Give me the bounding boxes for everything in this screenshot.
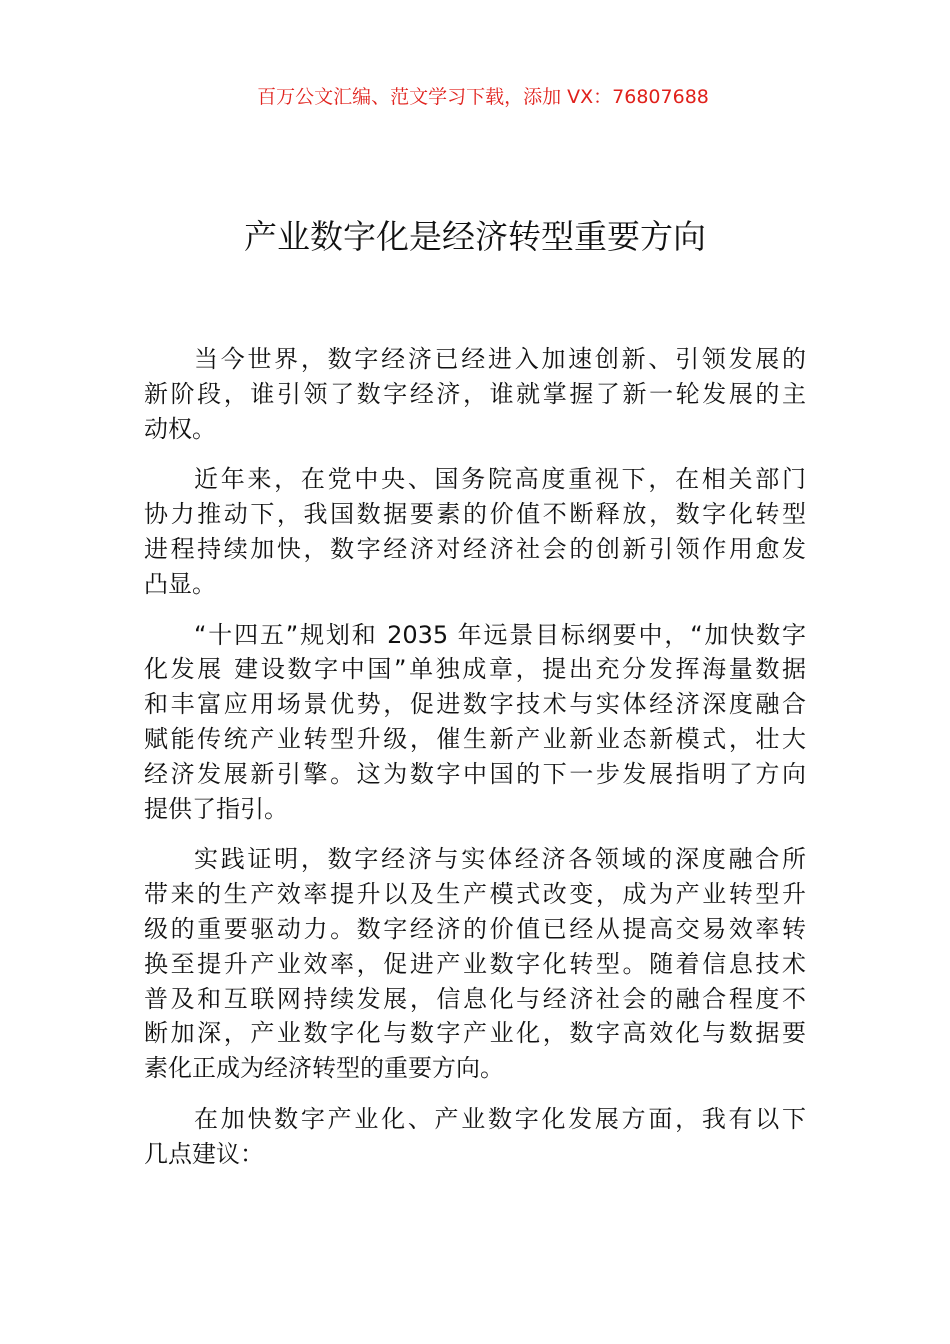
paragraph-line: 近年来，在党中央、国务院高度重视下，在相关部门 [194, 465, 806, 494]
paragraph-line: 赋能传统产业转型升级，催生新产业新业态新模式，壮大 [144, 724, 806, 753]
paragraph [144, 1102, 806, 1172]
watermark-banner: 百万公文汇编、范文学习下载，添加 VX：76807688 [257, 86, 709, 108]
paragraph-line: 普及和互联网持续发展，信息化与经济社会的融合程度不 [144, 984, 806, 1013]
paragraph-line: 化发展 建设数字中国”单独成章，提出充分发挥海量数据 [144, 655, 806, 684]
paragraph-line: 实践证明，数字经济与实体经济各领域的深度融合所 [194, 845, 806, 874]
paragraph-line: 素化正成为经济转型的重要方向。 [144, 1054, 504, 1083]
paragraph [144, 462, 806, 601]
paragraph-line: 和丰富应用场景优势，促进数字技术与实体经济深度融合 [144, 690, 806, 719]
paragraph-line: 协力推动下，我国数据要素的价值不断释放，数字化转型 [144, 500, 806, 529]
paragraph-line: “十四五”规划和 2035 年远景目标纲要中，“加快数字 [194, 620, 806, 649]
paragraph [144, 618, 806, 827]
paragraph-line: 几点建议： [144, 1139, 264, 1168]
paragraph-line: 带来的生产效率提升以及生产模式改变，成为产业转型升 [144, 880, 806, 909]
paragraph-line: 提供了指引。 [144, 794, 288, 823]
paragraph-line: 级的重要驱动力。数字经济的价值已经从提高交易效率转 [144, 914, 806, 943]
paragraph [144, 842, 806, 1086]
document-title: 产业数字化是经济转型重要方向 [244, 217, 706, 256]
paragraph-line: 在加快数字产业化、产业数字化发展方面，我有以下 [194, 1104, 806, 1133]
paragraph-line: 进程持续加快，数字经济对经济社会的创新引领作用愈发 [144, 534, 806, 563]
paragraph-line: 凸显。 [144, 569, 216, 598]
document-body [144, 342, 806, 1188]
paragraph-line: 断加深，产业数字化与数字产业化，数字高效化与数据要 [144, 1019, 806, 1048]
paragraph-line: 当今世界，数字经济已经进入加速创新、引领发展的 [194, 345, 806, 373]
paragraph-line: 新阶段，谁引领了数字经济，谁就掌握了新一轮发展的主 [144, 379, 806, 408]
paragraph-line: 换至提升产业效率，促进产业数字化转型。随着信息技术 [144, 949, 806, 978]
paragraph-line: 动权。 [144, 414, 216, 443]
paragraph [144, 342, 806, 446]
paragraph-line: 经济发展新引擎。这为数字中国的下一步发展指明了方向 [144, 759, 806, 788]
